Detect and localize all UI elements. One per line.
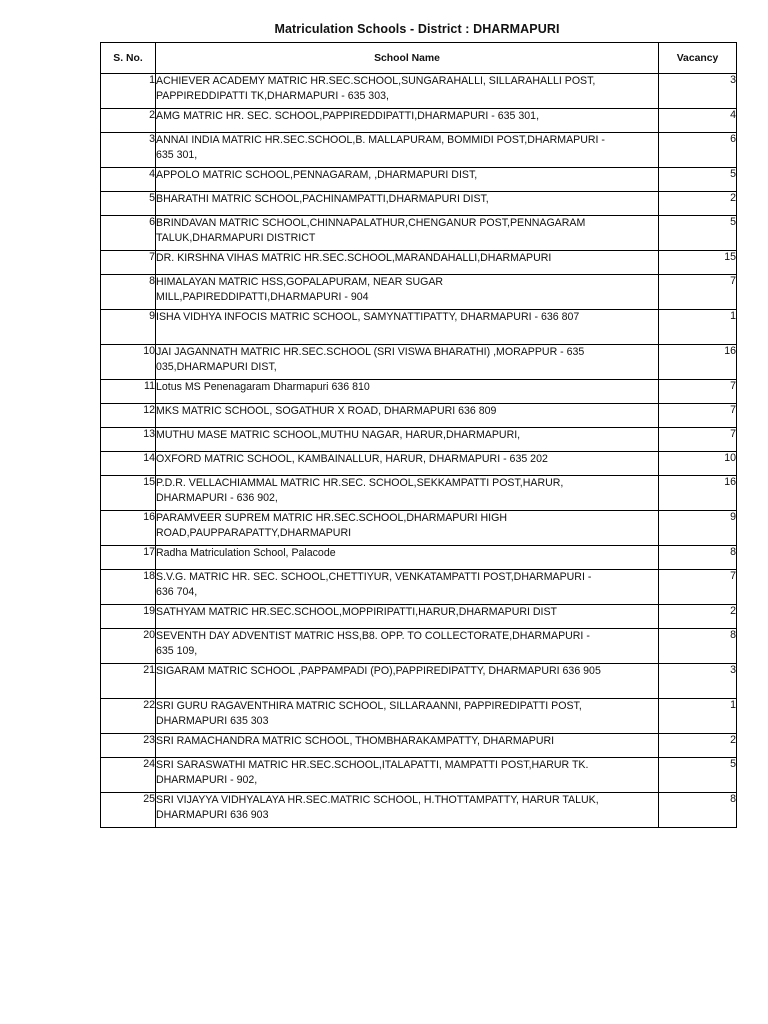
- school-name-text: AMG MATRIC HR. SEC. SCHOOL,PAPPIREDDIPATTI,DHARMAPURI - 635 301,: [156, 110, 540, 122]
- school-name-text: ANNAI INDIA MATRIC HR.SEC.SCHOOL,B. MALLAPURAM, BOMMIDI POST,DHARMAPURI - 635 301,: [156, 134, 605, 161]
- cell-vacancy: 2: [659, 605, 737, 629]
- cell-school-name: [156, 192, 659, 216]
- cell-school-name: [156, 216, 659, 251]
- cell-sno: 5: [101, 192, 156, 216]
- cell-sno: 1: [101, 74, 156, 109]
- cell-school-name: [156, 310, 659, 345]
- table-row: [101, 404, 737, 428]
- cell-school-name: [156, 452, 659, 476]
- school-name-text: Radha Matriculation School, Palacode: [156, 547, 336, 559]
- cell-vacancy: 8: [659, 629, 737, 664]
- cell-vacancy: 16: [659, 345, 737, 380]
- cell-school-name: [156, 74, 659, 109]
- table-row: [101, 275, 737, 310]
- cell-vacancy: 15: [659, 251, 737, 275]
- school-name-text: DR. KIRSHNA VIHAS MATRIC HR.SEC.SCHOOL,MARANDAHALLI,DHARMAPURI: [156, 252, 552, 264]
- cell-school-name: [156, 380, 659, 404]
- cell-sno: 13: [101, 428, 156, 452]
- cell-vacancy: 7: [659, 404, 737, 428]
- table-row: [101, 793, 737, 828]
- cell-vacancy: 5: [659, 168, 737, 192]
- cell-vacancy: 2: [659, 734, 737, 758]
- table-row: [101, 476, 737, 511]
- cell-sno: 15: [101, 476, 156, 511]
- table-row: [101, 511, 737, 546]
- table-row: [101, 345, 737, 380]
- school-name-text: SEVENTH DAY ADVENTIST MATRIC HSS,B8. OPP. TO COLLECTORATE,DHARMAPURI - 635 109,: [156, 630, 590, 657]
- cell-sno: 17: [101, 546, 156, 570]
- cell-school-name: [156, 734, 659, 758]
- cell-sno: 2: [101, 109, 156, 133]
- cell-sno: 21: [101, 664, 156, 699]
- school-name-text: S.V.G. MATRIC HR. SEC. SCHOOL,CHETTIYUR, VENKATAMPATTI POST,DHARMAPURI - 636 704,: [156, 571, 592, 598]
- table-row: [101, 133, 737, 168]
- cell-sno: 16: [101, 511, 156, 546]
- cell-vacancy: 7: [659, 428, 737, 452]
- cell-school-name: [156, 699, 659, 734]
- table-row: [101, 546, 737, 570]
- cell-vacancy: 3: [659, 74, 737, 109]
- cell-sno: 24: [101, 758, 156, 793]
- table-row: [101, 168, 737, 192]
- cell-school-name: [156, 109, 659, 133]
- cell-vacancy: 7: [659, 380, 737, 404]
- cell-school-name: [156, 546, 659, 570]
- cell-vacancy: 4: [659, 109, 737, 133]
- cell-vacancy: 7: [659, 570, 737, 605]
- table-row: [101, 758, 737, 793]
- schools-table: [100, 42, 737, 828]
- school-name-text: SATHYAM MATRIC HR.SEC.SCHOOL,MOPPIRIPATTI,HARUR,DHARMAPURI DIST: [156, 606, 558, 618]
- school-name-text: MUTHU MASE MATRIC SCHOOL,MUTHU NAGAR, HARUR,DHARMAPURI,: [156, 429, 521, 441]
- table-row: [101, 605, 737, 629]
- cell-school-name: [156, 168, 659, 192]
- cell-sno: 18: [101, 570, 156, 605]
- cell-school-name: [156, 664, 659, 699]
- cell-sno: 9: [101, 310, 156, 345]
- school-name-text: SRI VIJAYYA VIDHYALAYA HR.SEC.MATRIC SCHOOL, H.THOTTAMPATTY, HARUR TALUK, DHARMAPURI 636 903: [156, 794, 599, 821]
- table-row: [101, 664, 737, 699]
- cell-school-name: [156, 133, 659, 168]
- table-row: [101, 452, 737, 476]
- cell-vacancy: 6: [659, 133, 737, 168]
- table-row: [101, 380, 737, 404]
- school-name-text: SRI RAMACHANDRA MATRIC SCHOOL, THOMBHARAKAMPATTY, DHARMAPURI: [156, 735, 555, 747]
- school-name-text: OXFORD MATRIC SCHOOL, KAMBAINALLUR, HARUR, DHARMAPURI - 635 202: [156, 453, 548, 465]
- cell-sno: 6: [101, 216, 156, 251]
- school-name-text: BRINDAVAN MATRIC SCHOOL,CHINNAPALATHUR,CHENGANUR POST,PENNAGARAM TALUK,DHARMAPURI DISTRICT: [156, 217, 586, 244]
- cell-school-name: [156, 570, 659, 605]
- cell-vacancy: 3: [659, 664, 737, 699]
- school-name-text: BHARATHI MATRIC SCHOOL,PACHINAMPATTI,DHARMAPURI DIST,: [156, 193, 489, 205]
- school-name-text: ISHA VIDHYA INFOCIS MATRIC SCHOOL, SAMYNATTIPATTY, DHARMAPURI - 636 807: [156, 311, 580, 323]
- cell-school-name: [156, 629, 659, 664]
- school-name-text: APPOLO MATRIC SCHOOL,PENNAGARAM, ,DHARMAPURI DIST,: [156, 169, 478, 181]
- cell-vacancy: 8: [659, 546, 737, 570]
- cell-school-name: [156, 758, 659, 793]
- cell-sno: 10: [101, 345, 156, 380]
- table-row: [101, 570, 737, 605]
- table-row: [101, 629, 737, 664]
- school-name-text: Lotus MS Penenagaram Dharmapuri 636 810: [156, 381, 370, 393]
- cell-sno: 22: [101, 699, 156, 734]
- cell-school-name: [156, 476, 659, 511]
- school-name-text: SRI GURU RAGAVENTHIRA MATRIC SCHOOL, SILLARAANNI, PAPPIREDIPATTI POST, DHARMAPURI 635 303: [156, 700, 582, 727]
- table-row: [101, 428, 737, 452]
- cell-sno: 11: [101, 380, 156, 404]
- col-header-vacancy: Vacancy: [659, 43, 737, 74]
- cell-sno: 23: [101, 734, 156, 758]
- page-title: Matriculation Schools - District : DHARMAPURI: [274, 22, 560, 36]
- cell-vacancy: 5: [659, 216, 737, 251]
- table-header-row: [101, 43, 737, 74]
- cell-vacancy: 8: [659, 793, 737, 828]
- col-header-school-name: School Name: [156, 43, 659, 74]
- school-name-text: HIMALAYAN MATRIC HSS,GOPALAPURAM, NEAR SUGAR MILL,PAPIREDDIPATTI,DHARMAPURI - 904: [156, 276, 444, 303]
- table-row: [101, 699, 737, 734]
- cell-sno: 19: [101, 605, 156, 629]
- table-row: [101, 216, 737, 251]
- school-name-text: ACHIEVER ACADEMY MATRIC HR.SEC.SCHOOL,SUNGARAHALLI, SILLARAHALLI POST, PAPPIREDDIPATTI TK,DHARMAPURI - 635 303,: [156, 75, 596, 102]
- cell-school-name: [156, 345, 659, 380]
- cell-school-name: [156, 275, 659, 310]
- cell-sno: 8: [101, 275, 156, 310]
- cell-sno: 14: [101, 452, 156, 476]
- school-name-text: SIGARAM MATRIC SCHOOL ,PAPPAMPADI (PO),PAPPIREDIPATTY, DHARMAPURI 636 905: [156, 665, 601, 677]
- school-name-text: JAI JAGANNATH MATRIC HR.SEC.SCHOOL (SRI VISWA BHARATHI) ,MORAPPUR - 635 035,DHARMAPURI DIST,: [156, 346, 585, 373]
- school-name-text: P.D.R. VELLACHIAMMAL MATRIC HR.SEC. SCHOOL,SEKKAMPATTI POST,HARUR, DHARMAPURI - 636 902,: [156, 477, 564, 504]
- table-row: [101, 310, 737, 345]
- cell-school-name: [156, 605, 659, 629]
- cell-vacancy: 1: [659, 699, 737, 734]
- cell-vacancy: 2: [659, 192, 737, 216]
- table-row: [101, 251, 737, 275]
- school-name-text: SRI SARASWATHI MATRIC HR.SEC.SCHOOL,ITALAPATTI, MAMPATTI POST,HARUR TK. DHARMAPURI - 902,: [156, 759, 589, 786]
- cell-vacancy: 5: [659, 758, 737, 793]
- table-row: [101, 74, 737, 109]
- school-name-text: PARAMVEER SUPREM MATRIC HR.SEC.SCHOOL,DHARMAPURI HIGH ROAD,PAUPPARAPATTY,DHARMAPURI: [156, 512, 508, 539]
- col-header-sno: S. No.: [101, 43, 156, 74]
- cell-vacancy: 7: [659, 275, 737, 310]
- cell-school-name: [156, 251, 659, 275]
- cell-school-name: [156, 428, 659, 452]
- cell-sno: 7: [101, 251, 156, 275]
- cell-sno: 3: [101, 133, 156, 168]
- cell-vacancy: 16: [659, 476, 737, 511]
- table-row: [101, 192, 737, 216]
- cell-vacancy: 10: [659, 452, 737, 476]
- table-row: [101, 109, 737, 133]
- school-name-text: MKS MATRIC SCHOOL, SOGATHUR X ROAD, DHARMAPURI 636 809: [156, 405, 497, 417]
- cell-sno: 12: [101, 404, 156, 428]
- cell-vacancy: 1: [659, 310, 737, 345]
- table-row: [101, 734, 737, 758]
- cell-sno: 4: [101, 168, 156, 192]
- cell-sno: 20: [101, 629, 156, 664]
- cell-school-name: [156, 404, 659, 428]
- cell-vacancy: 9: [659, 511, 737, 546]
- cell-school-name: [156, 793, 659, 828]
- cell-sno: 25: [101, 793, 156, 828]
- cell-school-name: [156, 511, 659, 546]
